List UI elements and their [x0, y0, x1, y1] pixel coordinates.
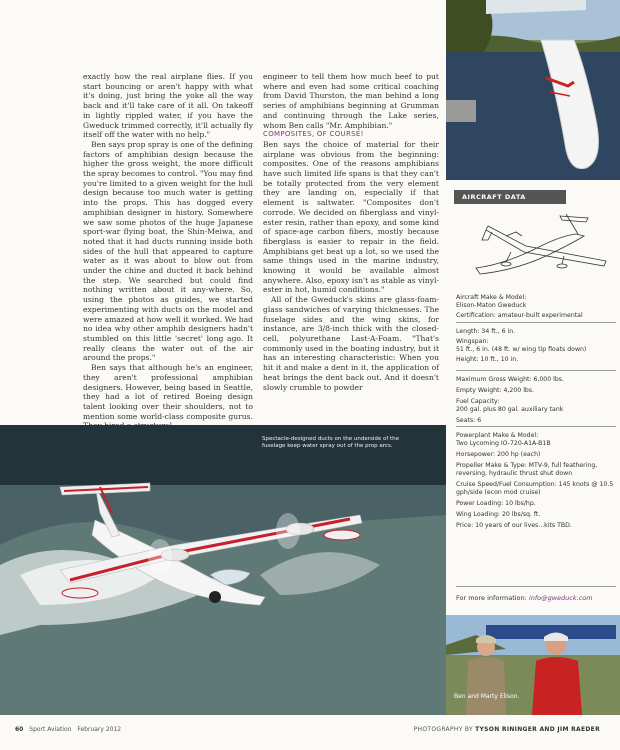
paragraph: Ben says that although he's an engineer, they aren't professional amphibian designers. However, being based in Seattle, they had a lot of retired Boeing design talent looking over their shoulders, not to mention some world-class composite gurus.: [83, 363, 253, 421]
plane-photo-caption: Spectacle-designed ducts on the underside of the fuselage keep water spray out of the prop arcs.: [262, 436, 400, 449]
make-model-block: [456, 294, 616, 320]
length: Length: 34 ft., 6 in.: [456, 328, 516, 335]
photo-credit: [414, 726, 600, 733]
paragraph: exactly how the real airplane flies. If you start bouncing or aren't happy with what it's doing, just bring the yoke all the way back and it'll take care of it all. On takeoff in lightly rippled water, if you have the Gweduck trimmed correctly, it'll actually fly itself off the water with no help.": [83, 72, 253, 140]
paragraph: Ben says prop spray is one of the defining factors of amphibian design because the higher the gross weight, the more difficult the spray becomes to control. "You may find you're limited to a given weight for the hull design because too much water is getting into the props. This has dogged every amphibian designer in history. Somewhere we saw some photos of the huge Japanese sport-war flying boat, the Shin-Meiwa, and noted that it had ducts running inside both sides of the hull that appeared to capture water as it was about to blow out from under the chine and ducted it back behind the step. We searched but could find nothing written about it any-where. So, using the photos as guides, we started experimenting with ducts on the model and were amazed at how well it worked. We had no idea why other amphib designers hadn't stumbled on this little 'secret' long ago. It really cleans the water out of the air around the props.": [83, 139, 253, 363]
fuel-value: 200 gal. plus 80 gal. auxiliary tank: [456, 406, 564, 413]
aircraft-diagram: [466, 206, 611, 281]
propeller: Propeller Make & Type: MTV-9, full feathering, reversing, hydraulic thrust shut down: [456, 462, 598, 477]
weights-block: [456, 376, 616, 425]
paragraph: All of the Gweduck's skins are glass-foam-glass sandwiches of varying thicknesses. The fuselage sides and the wing skins, for instance, are 3/8-inch thick with the closed-cell, polyurethane Last-A-Foam. "That's commonly used in the boating industry, but it has an interesting characteristic: When you hit it and make a dent in it, the application of heat brings the dent back out. And it doesn't slowly crumble to powder: [263, 295, 439, 392]
paragraph: Ben says the choice of material for their airplane was obvious from the beginning: composites. One of the reasons amphibians have such limited life spans is that they can't be totally protected from the very element they are landing on, especially if that element is saltwater. "Composites don't corrode. We decided on fiberglass and vinyl-ester resin, rather than epoxy, and some kind of space-age carbon fibers, mostly because fiberglass is easier to repair in the field. Amphibians get beat up a lot, so we used the same things used in the marine industry, knowing it would be available almost anywhere. Also, epoxy isn't as stable as vinyl-ester in hot, humid conditions.": [263, 139, 439, 295]
divider: [456, 586, 616, 587]
gweduck-takeoff-photo: [0, 425, 446, 715]
wing-loading: Wing Loading: 20 lbs/sq. ft.: [456, 511, 541, 518]
magazine-name: Sport Aviation: [29, 726, 72, 733]
powerplant-value: Two Lycoming IO-720-A1A-B1B: [456, 440, 551, 447]
people-photo-caption: Ben and Marty Elison.: [454, 693, 520, 700]
section-subhead: COMPOSITES, OF COURSE!: [263, 130, 364, 139]
price: Price: 10 years of our lives...kits TBD.: [456, 522, 572, 529]
wingspan-label: Wingspan:: [456, 338, 489, 345]
make-label: Aircraft Make & Model:: [456, 294, 527, 301]
more-info: [456, 594, 593, 602]
powerplant-block: [456, 432, 616, 530]
wingspan-value: 51 ft., 6 in. (48 ft. w/ wing tip floats down): [456, 346, 587, 353]
paragraph: engineer to tell them how much beef to put where and even had some critical coaching from David Thurston, the man behind a long series of amphibians beginning at Grumman and continuing through the Lake series, whom Ben calls "Mr. Amphibian.": [263, 72, 439, 130]
issue-date: February 2012: [77, 726, 122, 733]
divider: [456, 426, 616, 427]
empty-weight: Empty Weight: 4,200 lbs.: [456, 387, 535, 394]
dimensions-block: [456, 328, 616, 364]
more-info-email[interactable]: info@gweduck.com: [528, 594, 593, 602]
certification: Certification: amateur-built experimental: [456, 312, 583, 319]
photo-credit-names: TYSON RININGER AND JIM RAEDER: [475, 726, 600, 733]
page-number: 60: [15, 726, 24, 733]
page-footer: [0, 718, 620, 750]
height: Height: 10 ft., 10 in.: [456, 356, 519, 363]
divider: [456, 370, 616, 371]
power-loading: Power Loading: 10 lbs/hp.: [456, 500, 536, 507]
seaplane-dock-photo: [446, 0, 620, 180]
divider: [456, 322, 616, 323]
article-column-left: [83, 72, 253, 431]
elisons-portrait-photo: [446, 615, 620, 715]
sidebar-header: AIRCRAFT DATA: [454, 190, 566, 204]
gross-weight: Maximum Gross Weight: 6,000 lbs.: [456, 376, 564, 383]
cruise-speed: Cruise Speed/Fuel Consumption: 145 knots @ 10.5 gph/side (econ mod cruise): [456, 481, 614, 496]
horsepower: Horsepower: 200 hp (each): [456, 451, 541, 458]
aircraft-data-sidebar: [446, 190, 620, 610]
fuel-label: Fuel Capacity:: [456, 398, 500, 405]
make-value: Elison-Maton Gweduck: [456, 302, 527, 309]
powerplant-label: Powerplant Make & Model:: [456, 432, 539, 439]
photo-credit-label: PHOTOGRAPHY BY: [413, 726, 473, 733]
article-column-right: [263, 72, 439, 392]
seats: Seats: 6: [456, 417, 482, 424]
more-info-label: For more information:: [456, 594, 527, 602]
page-footer-left: [15, 726, 121, 733]
